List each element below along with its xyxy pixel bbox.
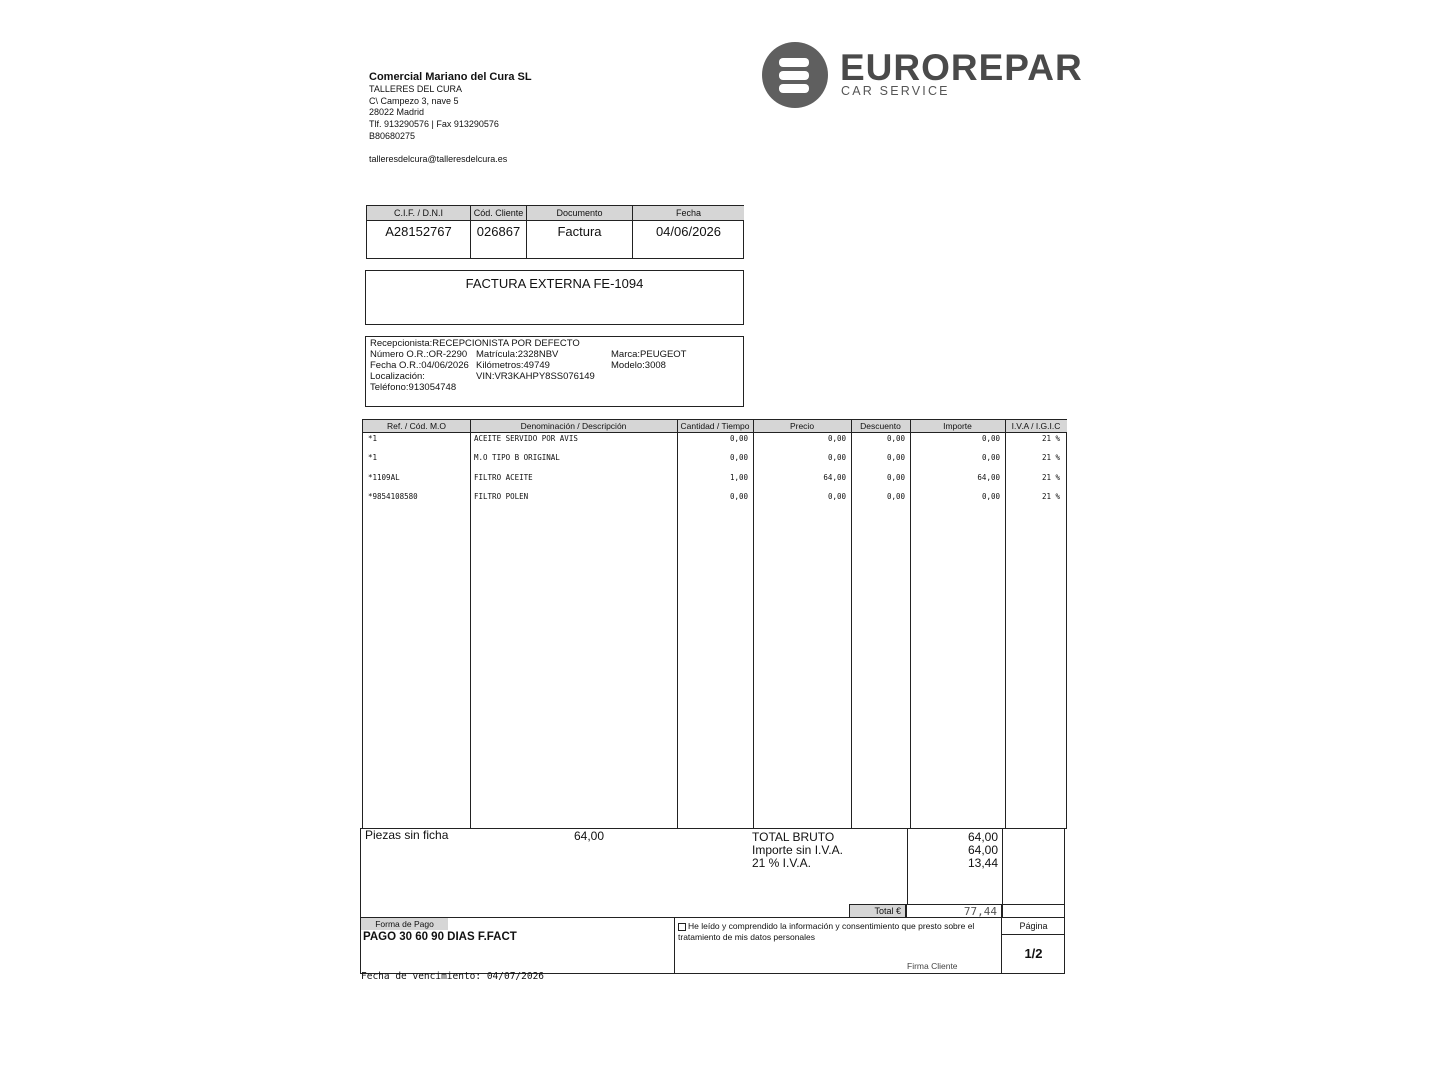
col-header-vat: I.V.A / I.G.I.C xyxy=(1005,420,1067,433)
item-price: 0,00 xyxy=(827,492,846,501)
payment-method-label: Forma de Pago xyxy=(361,918,448,930)
item-discount: 0,00 xyxy=(886,453,905,462)
item-ref: *1 xyxy=(368,434,378,443)
payment-method-value: PAGO 30 60 90 DIAS F.FACT xyxy=(363,931,517,943)
client-code-value: 026867 xyxy=(476,224,521,239)
item-qty: 1,00 xyxy=(729,473,748,482)
cif-cell xyxy=(367,206,471,258)
logo-brand: EUROREPAR xyxy=(840,47,1083,88)
item-discount: 0,00 xyxy=(886,434,905,443)
consent-text xyxy=(678,921,996,942)
col-header-ref: Ref. / Cód. M.O xyxy=(363,420,470,433)
col-header-amount: Importe xyxy=(910,420,1005,433)
company-info xyxy=(369,70,532,165)
document-cell xyxy=(527,206,633,258)
vat-value: 13,44 xyxy=(967,856,998,870)
col-header-qty: Cantidad / Tiempo xyxy=(677,420,753,433)
gross-total-value: 64,00 xyxy=(967,830,998,844)
item-discount: 0,00 xyxy=(886,492,905,501)
item-qty: 0,00 xyxy=(729,492,748,501)
logo-icon xyxy=(762,42,828,108)
document-header: Documento xyxy=(527,206,632,221)
net-amount-label: Importe sin I.V.A. xyxy=(752,843,843,857)
item-desc: M.O TIPO B ORIGINAL xyxy=(474,453,560,462)
receptionist: Recepcionista:RECEPCIONISTA POR DEFECTO xyxy=(370,338,580,349)
client-code-header: Cód. Cliente xyxy=(471,206,526,221)
parts-value: 64,00 xyxy=(574,829,605,843)
document-title-box xyxy=(365,270,744,325)
gross-total-label: TOTAL BRUTO xyxy=(752,830,835,844)
col-header-discount: Descuento xyxy=(851,420,910,433)
item-qty: 0,00 xyxy=(729,434,748,443)
company-email: talleresdelcura@talleresdelcura.es xyxy=(369,153,508,164)
make: Marca:PEUGEOT xyxy=(611,349,687,360)
company-name: Comercial Mariano del Cura SL xyxy=(369,71,532,83)
item-price: 0,00 xyxy=(827,434,846,443)
location: Localización: xyxy=(370,371,425,382)
company-line: C\ Campezo 3, nave 5 xyxy=(369,95,459,106)
model: Modelo:3008 xyxy=(611,360,666,371)
vat-label: 21 % I.V.A. xyxy=(752,856,811,870)
item-qty: 0,00 xyxy=(729,453,748,462)
grand-total-label: Total € xyxy=(849,904,906,918)
item-desc: ACEITE SERVIDO POR AVIS xyxy=(474,434,578,443)
item-amount: 0,00 xyxy=(981,492,1000,501)
plate: Matrícula:2328NBV xyxy=(476,349,559,360)
table-row xyxy=(363,490,1066,504)
item-vat: 21 % xyxy=(1041,453,1060,462)
page-label: Página xyxy=(1002,918,1065,935)
item-desc: FILTRO POLEN xyxy=(474,492,529,501)
order-date: Fecha O.R.:04/06/2026 xyxy=(370,360,469,371)
grand-total xyxy=(849,904,1065,918)
cif-header: C.I.F. / D.N.I xyxy=(367,206,470,221)
table-row xyxy=(363,432,1066,446)
id-table xyxy=(366,205,744,259)
grand-total-value: 77,44 xyxy=(906,904,1002,918)
page-number: 1/2 xyxy=(1024,946,1043,961)
document-value: Factura xyxy=(557,224,602,239)
consent-label: He leído y comprendido la información y consentimiento que presto sobre el tratamiento de mis datos personales xyxy=(678,921,975,942)
cif-value: A28152767 xyxy=(385,224,452,239)
item-desc: FILTRO ACEITE xyxy=(474,473,533,482)
client-code-cell xyxy=(471,206,527,258)
item-price: 0,00 xyxy=(827,453,846,462)
table-row xyxy=(363,451,1066,465)
order-number: Número O.R.:OR-2290 xyxy=(370,349,468,360)
company-line: Tlf. 913290576 | Fax 913290576 xyxy=(369,119,499,130)
eurorepar-logo xyxy=(762,42,1082,110)
date-header: Fecha xyxy=(633,206,744,221)
item-amount: 0,00 xyxy=(981,453,1000,462)
date-cell xyxy=(633,206,744,258)
due-date: Fecha de vencimiento: 04/07/2026 xyxy=(361,971,545,982)
item-vat: 21 % xyxy=(1041,492,1060,501)
vin: VIN:VR3KAHPY8SS076149 xyxy=(476,371,595,382)
logo-subtitle: CAR SERVICE xyxy=(841,84,950,98)
col-header-price: Precio xyxy=(753,420,851,433)
company-line: 28022 Madrid xyxy=(369,107,425,118)
kilometers: Kilómetros:49749 xyxy=(476,360,550,371)
table-row xyxy=(363,471,1066,485)
totals-box xyxy=(360,828,1065,918)
payment-box xyxy=(360,917,1065,974)
signature-label: Firma Cliente xyxy=(907,961,958,971)
item-ref: *1109AL xyxy=(368,473,400,482)
item-vat: 21 % xyxy=(1041,473,1060,482)
item-amount: 0,00 xyxy=(981,434,1000,443)
item-price: 64,00 xyxy=(823,473,846,482)
checkbox-icon[interactable] xyxy=(678,923,686,931)
item-ref: *1 xyxy=(368,453,378,462)
date-value: 04/06/2026 xyxy=(655,224,722,239)
item-vat: 21 % xyxy=(1041,434,1060,443)
parts-label: Piezas sin ficha xyxy=(365,828,449,842)
col-header-desc: Denominación / Descripción xyxy=(470,420,677,433)
document-title: FACTURA EXTERNA FE-1094 xyxy=(465,276,644,291)
phone: Teléfono:913054748 xyxy=(370,382,457,393)
item-ref: *9854108580 xyxy=(368,492,418,501)
net-amount-value: 64,00 xyxy=(967,843,998,857)
company-line: TALLERES DEL CURA xyxy=(369,84,463,94)
order-details xyxy=(365,336,744,407)
items-table xyxy=(362,419,1067,829)
item-discount: 0,00 xyxy=(886,473,905,482)
item-amount: 64,00 xyxy=(977,473,1000,482)
company-line: B80680275 xyxy=(369,130,416,141)
